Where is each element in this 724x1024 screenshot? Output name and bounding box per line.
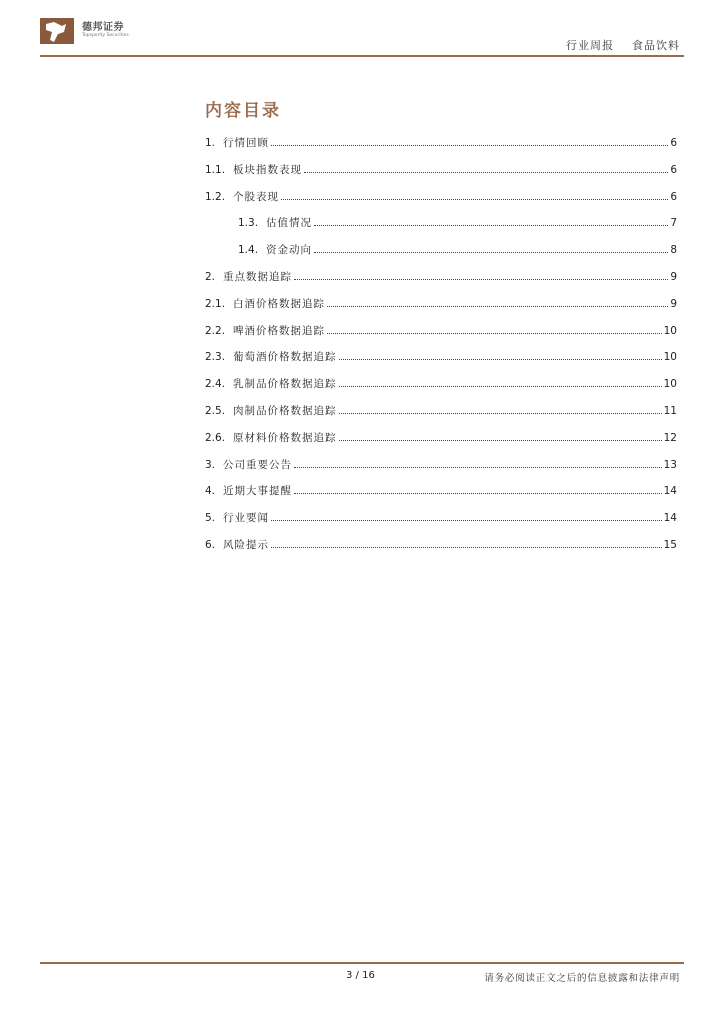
report-sector: 食品饮料	[632, 39, 680, 52]
toc-title: 内容目录	[205, 101, 281, 121]
toc-entry[interactable]	[205, 537, 677, 564]
toc-entry-page: 9	[670, 297, 677, 310]
toc-entry-label: 估值情况	[266, 217, 313, 230]
toc-entry-number: 1.2.	[205, 190, 226, 203]
toc-entry-number: 1.	[205, 137, 216, 149]
toc-entry-number: 5.	[205, 512, 216, 525]
toc-entry[interactable]	[205, 430, 677, 457]
toc-entry-page: 10	[663, 351, 677, 364]
toc-entry-page: 10	[663, 324, 677, 337]
report-category: 行业周报	[566, 39, 614, 52]
toc-entry[interactable]	[205, 242, 677, 269]
toc-entry-page: 10	[663, 378, 677, 391]
company-logo	[40, 16, 150, 50]
toc-dot-leader	[327, 306, 668, 307]
toc-entry-page: 8	[670, 244, 677, 257]
toc-entry-page: 9	[670, 270, 677, 283]
toc-entry[interactable]	[205, 483, 677, 510]
header-divider	[40, 55, 684, 57]
toc-entry-page: 6	[670, 163, 677, 176]
toc-entry-label: 近期大事提醒	[223, 485, 293, 498]
toc-entry-page: 6	[670, 190, 677, 203]
report-header	[566, 37, 680, 53]
toc-entry-number: 2.6.	[205, 431, 226, 444]
toc-entry[interactable]	[205, 296, 677, 323]
toc-entry-number: 1.1.	[205, 163, 226, 176]
toc-entry[interactable]	[205, 135, 677, 162]
disclaimer-text: 请务必阅读正文之后的信息披露和法律声明	[484, 973, 680, 984]
toc-entry-number: 4.	[205, 485, 216, 498]
toc-dot-leader	[271, 520, 662, 521]
toc-entry-label: 白酒价格数据追踪	[233, 297, 326, 310]
toc-dot-leader	[271, 547, 662, 548]
toc-entry[interactable]	[205, 349, 677, 376]
toc-entry-label: 行情回顾	[223, 137, 270, 149]
toc-entry[interactable]	[205, 457, 677, 484]
page-number: 3 / 16	[346, 970, 375, 981]
toc-entry-number: 2.1.	[205, 297, 226, 310]
toc-dot-leader	[271, 145, 668, 146]
toc-entry-label: 资金动向	[266, 244, 313, 257]
toc-entry-page: 15	[663, 538, 677, 551]
toc-entry-label: 个股表现	[233, 190, 280, 203]
toc-entry-label: 公司重要公告	[223, 458, 293, 471]
toc-entry-label: 重点数据追踪	[223, 270, 293, 283]
toc-entry-page: 7	[670, 217, 677, 230]
toc-dot-leader	[281, 199, 668, 200]
toc-entry[interactable]	[205, 403, 677, 430]
toc-entry-number: 6.	[205, 538, 216, 551]
toc-entry-page: 14	[663, 512, 677, 525]
logo-mark-icon	[40, 16, 74, 46]
toc-entry-label: 风险提示	[223, 538, 270, 551]
toc-entry-label: 板块指数表现	[233, 163, 303, 176]
toc-dot-leader	[339, 359, 662, 360]
toc-entry-number: 2.2.	[205, 324, 226, 337]
toc-entry-label: 行业要闻	[223, 512, 270, 525]
logo-english-name: Topsperity Securities	[82, 33, 129, 38]
toc-entry[interactable]	[205, 162, 677, 189]
toc-entry-page: 6	[670, 137, 677, 149]
toc-dot-leader	[294, 279, 668, 280]
toc-entry-label: 乳制品价格数据追踪	[233, 378, 337, 391]
toc-entry-number: 2.	[205, 270, 216, 283]
toc-entry-number: 2.5.	[205, 404, 226, 417]
toc-entry-number: 1.4.	[238, 244, 259, 257]
toc-entry[interactable]	[205, 376, 677, 403]
toc-dot-leader	[314, 252, 668, 253]
toc-dot-leader	[327, 333, 662, 334]
toc-entry[interactable]	[205, 189, 677, 216]
toc-dot-leader	[304, 172, 668, 173]
footer-divider	[40, 962, 684, 964]
toc-entry-label: 原材料价格数据追踪	[233, 431, 337, 444]
toc-entry-page: 12	[663, 431, 677, 444]
toc-entry-page: 14	[663, 485, 677, 498]
toc-entry[interactable]	[205, 510, 677, 537]
toc-dot-leader	[294, 467, 662, 468]
toc-entry-number: 2.3.	[205, 351, 226, 364]
toc-entry[interactable]	[205, 215, 677, 242]
toc-entry[interactable]	[205, 323, 677, 350]
toc-entry-page: 11	[663, 404, 677, 417]
toc-dot-leader	[294, 493, 662, 494]
table-of-contents	[205, 135, 677, 564]
toc-dot-leader	[314, 225, 668, 226]
toc-entry-label: 啤酒价格数据追踪	[233, 324, 326, 337]
toc-dot-leader	[339, 386, 662, 387]
logo-chinese-name: 德邦证券	[82, 22, 124, 33]
toc-dot-leader	[339, 413, 662, 414]
toc-entry-label: 葡萄酒价格数据追踪	[233, 351, 337, 364]
toc-entry-number: 2.4.	[205, 378, 226, 391]
toc-entry[interactable]	[205, 269, 677, 296]
toc-entry-page: 13	[663, 458, 677, 471]
toc-entry-number: 1.3.	[238, 217, 259, 230]
toc-entry-number: 3.	[205, 458, 216, 471]
toc-entry-label: 肉制品价格数据追踪	[233, 404, 337, 417]
toc-dot-leader	[339, 440, 662, 441]
